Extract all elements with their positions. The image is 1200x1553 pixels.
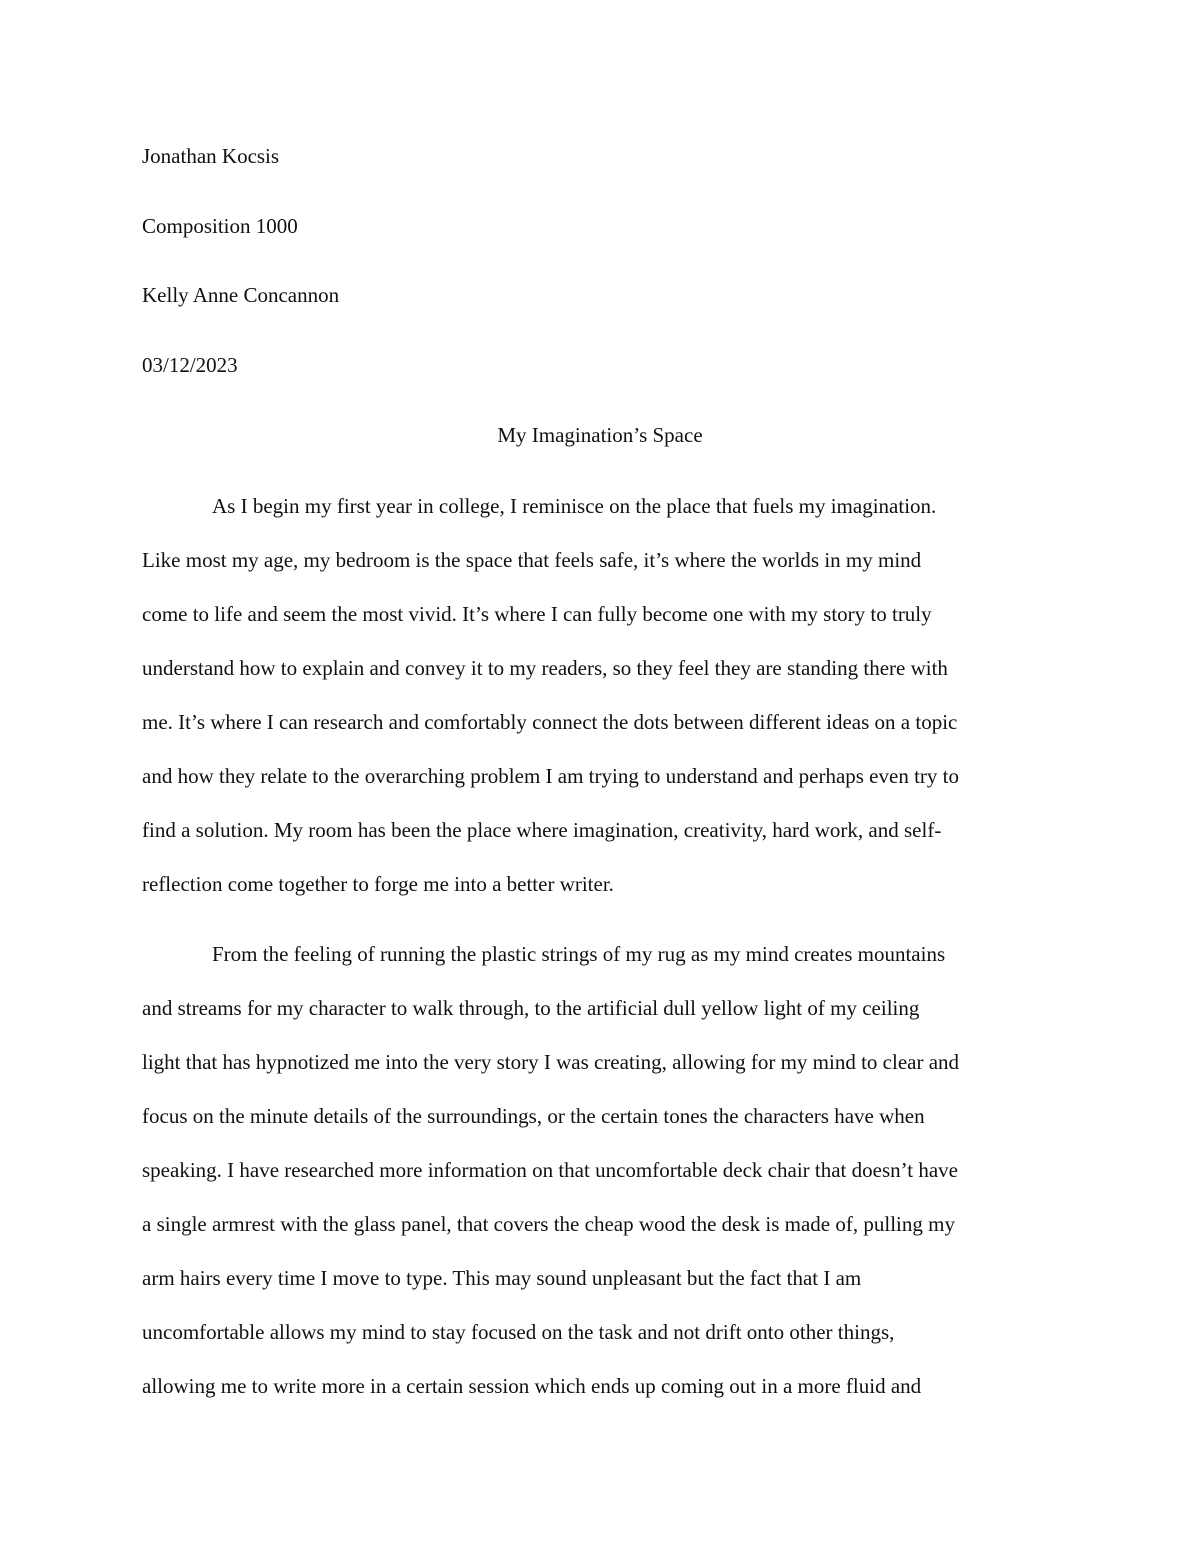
paragraph-line: arm hairs every time I move to type. This may sound unpleasant but the fact that I am xyxy=(142,1266,862,1290)
author-name: Jonathan Kocsis xyxy=(142,144,280,168)
paragraph-line: speaking. I have researched more information on that uncomfortable deck chair that doesn’t have xyxy=(142,1158,958,1182)
course-name: Composition 1000 xyxy=(142,214,298,238)
date: 03/12/2023 xyxy=(142,353,238,377)
paragraph-line: focus on the minute details of the surroundings, or the certain tones the characters have when xyxy=(142,1104,925,1128)
paragraph-line: me. It’s where I can research and comfortably connect the dots between different ideas on a topic xyxy=(142,710,958,734)
paragraph-line: and streams for my character to walk through, to the artificial dull yellow light of my ceiling xyxy=(142,996,920,1020)
paragraph-line: find a solution. My room has been the place where imagination, creativity, hard work, and self- xyxy=(142,818,942,842)
paragraph-line: and how they relate to the overarching problem I am trying to understand and perhaps even try to xyxy=(142,764,959,788)
paragraph-line: light that has hypnotized me into the very story I was creating, allowing for my mind to clear and xyxy=(142,1050,960,1074)
paragraph-line: As I begin my first year in college, I reminisce on the place that fuels my imagination. xyxy=(212,494,937,518)
instructor-name: Kelly Anne Concannon xyxy=(142,283,340,307)
essay-title: My Imagination’s Space xyxy=(497,423,703,447)
paragraph-line: understand how to explain and convey it to my readers, so they feel they are standing there with xyxy=(142,656,948,680)
paragraph-line: Like most my age, my bedroom is the space that feels safe, it’s where the worlds in my mind xyxy=(142,548,922,572)
paragraph-2 xyxy=(142,940,1058,1426)
paragraph-line: come to life and seem the most vivid. It’s where I can fully become one with my story to truly xyxy=(142,602,932,626)
paragraph-1 xyxy=(142,492,1058,924)
paragraph-line: allowing me to write more in a certain session which ends up coming out in a more fluid and xyxy=(142,1374,922,1398)
paragraph-line: a single armrest with the glass panel, that covers the cheap wood the desk is made of, pulling my xyxy=(142,1212,955,1236)
paragraph-line: uncomfortable allows my mind to stay focused on the task and not drift onto other things, xyxy=(142,1320,895,1344)
paragraph-line: From the feeling of running the plastic strings of my rug as my mind creates mountains xyxy=(212,942,946,966)
paragraph-line: reflection come together to forge me into a better writer. xyxy=(142,872,614,896)
